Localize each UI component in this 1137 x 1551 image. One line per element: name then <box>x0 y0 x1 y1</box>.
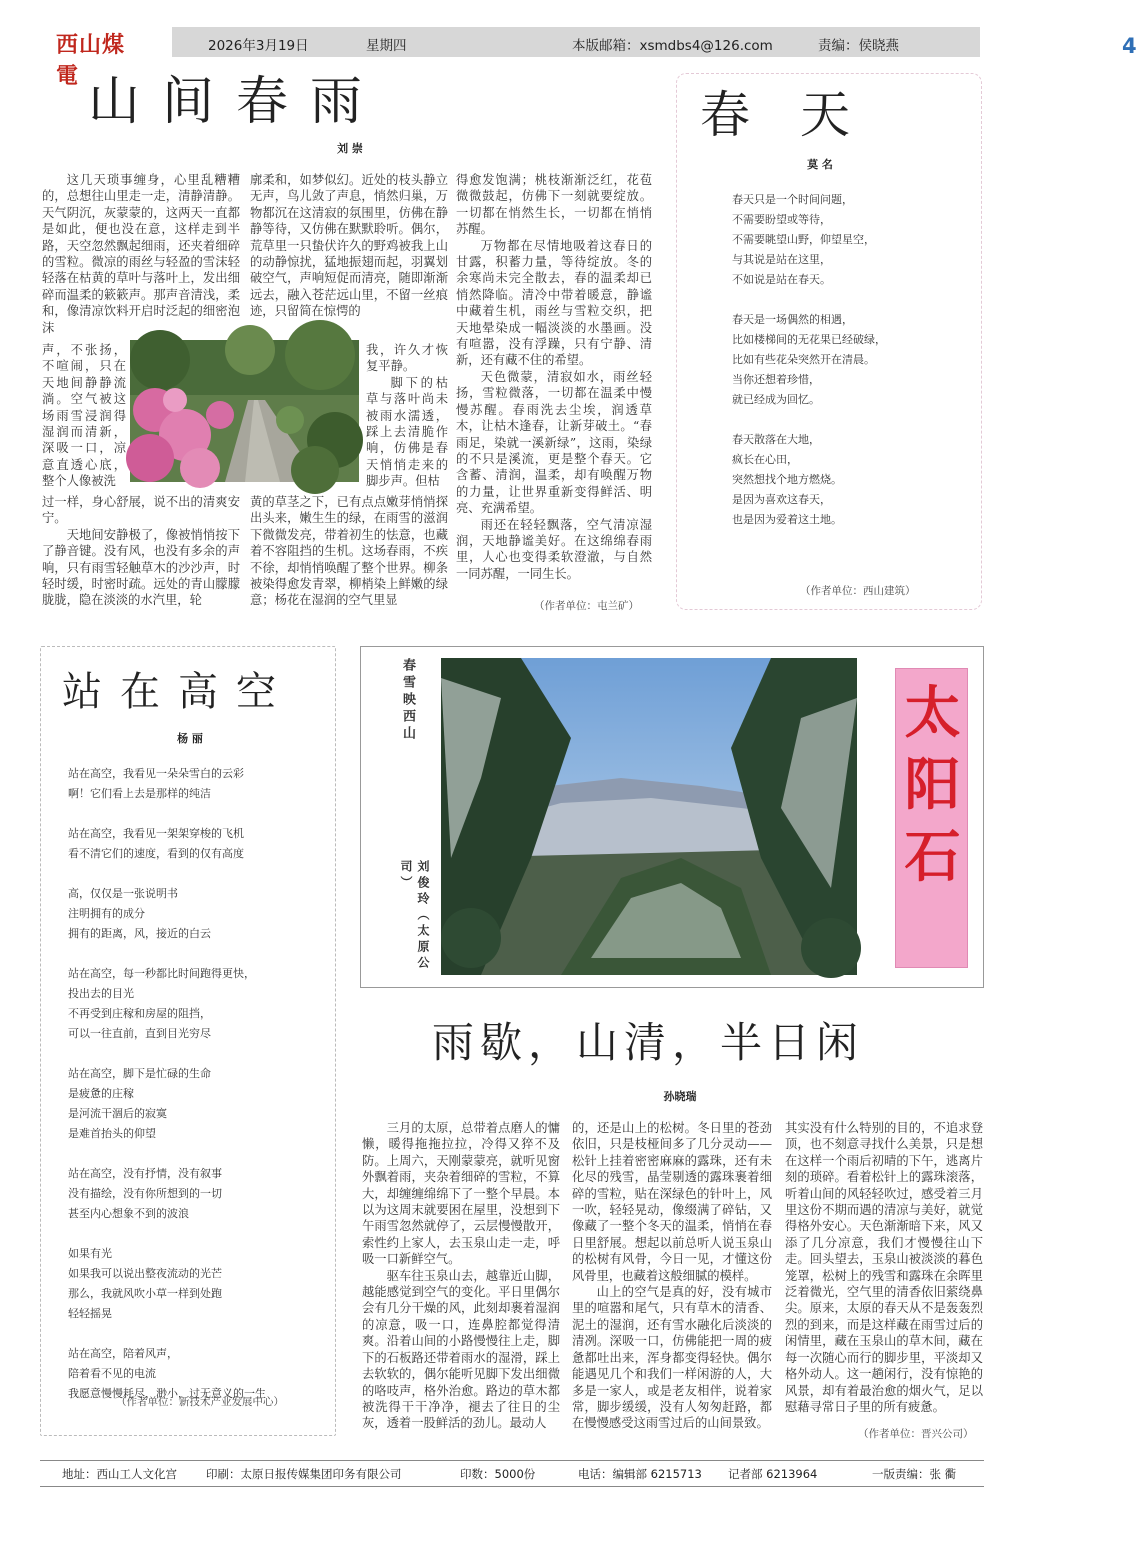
article1-col2 <box>250 172 448 320</box>
poem-line: 不再受到庄稼和房屋的阻挡， <box>68 1007 211 1020</box>
poem-line <box>68 804 330 824</box>
poem-line: 站在高空，陪着风声， <box>68 1347 178 1360</box>
poem-line: 站在高空，脚下是忙碌的生命 <box>68 1067 211 1080</box>
poem-line: 没有描绘，没有你所想到的一切 <box>68 1187 222 1200</box>
article2-col2 <box>572 1120 772 1432</box>
poem-line: 投出去的目光 <box>68 987 134 1000</box>
paragraph: 黄的草茎之下，已有点点嫩芽悄悄探出头来，嫩生生的绿，在雨雪的滋润下微微发亮，带着初生的怯意，也藏着不容阻挡的生机。这场春雨，不疾不徐，却悄悄唤醒了整个世界。柳条被染得愈发青翠，柳梢染上鲜嫩的绿意；杨花在湿润的空气里显 <box>250 495 448 608</box>
poem-spring-author: 莫 名 <box>807 158 833 171</box>
article1-col2-bottom <box>250 494 448 609</box>
paragraph: 雨还在轻轻飘落，空气清凉湿润，天地静谧美好。在这绵绵春雨里，人心也变得柔软澄澈，与自然一同苏醒，一同生长。 <box>456 517 652 581</box>
article2-col3 <box>785 1120 983 1415</box>
poem-line <box>68 944 330 964</box>
article1-col1-bottom <box>42 494 240 609</box>
poem-line: 如果我可以说出整夜流动的光芒 <box>68 1267 222 1280</box>
column-name-char: 阳 <box>904 752 961 818</box>
column-name-char: 太 <box>904 680 961 746</box>
article1-col1 <box>42 172 240 336</box>
column-name-box <box>895 668 968 968</box>
poem-line: 我愿意慢慢耗尽，渺小，过无意义的一生 <box>68 1387 266 1400</box>
header-bar <box>172 27 1137 58</box>
paragraph: 过一样，身心舒展，说不出的清爽安宁。 <box>42 495 240 526</box>
poem-line: 那么，我就风吹小草一样到处跑 <box>68 1287 222 1300</box>
column-name <box>896 677 969 893</box>
article1-col1-wrap <box>42 342 126 490</box>
poem-line: 与其说是站在这里， <box>732 253 831 266</box>
paragraph: 驱车往玉泉山去，越靠近山脚，越能感觉到空气的变化。平日里偶尔会有几分干燥的风，此刻却裹着湿润的凉意，吸一口，连鼻腔都觉得清爽。沿着山间的小路慢慢往上走，脚下的石板路还带着雨水的湿滑，踩上去软软的，偶尔能听见脚下发出细微的咯吱声，格外治愈。路边的草木都被洗得干干净净，褪去了往日的尘灰，透着一股鲜活的劲儿。最动人 <box>362 1268 560 1431</box>
poem-line: 不需要盼望或等待， <box>732 213 831 226</box>
poem-sky-author: 杨 丽 <box>177 732 203 745</box>
footer-rule <box>40 1460 984 1461</box>
footer-rule-bottom <box>40 1486 984 1487</box>
poem-line <box>68 1044 330 1064</box>
paragraph: 廓柔和，如梦似幻。近处的枝头静立无声，鸟儿敛了声息，悄然归巢，万物都沉在这清寂的氛围里，仿佛在静静等待，又仿佛在默默聆听。偶尔，荒草里一只蛰伏许久的野鸡被我上山的动静惊扰，猛地振翅而起，羽翼划破空气，声响短促而清亮，随即渐渐远去，融入苍茫远山里，不留一丝痕迹，只留简在惊愕的 <box>250 173 448 319</box>
paragraph: 声，不张扬，不喧闹，只在天地间静静流淌。空气被这场雨雪浸润得湿润而清新，深吸一口，凉意直透心底，整个人像被洗 <box>42 343 126 489</box>
poem-line: 注明拥有的成分 <box>68 907 145 920</box>
poem-line: 是河流干涸后的寂寞 <box>68 1107 167 1120</box>
page-email: 本版邮箱：xsmdbs4@126.com <box>572 38 773 54</box>
paragraph: 我，许久才恢复平静。 <box>366 343 448 374</box>
article2-author: 孙晓瑞 <box>663 1090 697 1103</box>
poem-line <box>732 410 972 430</box>
paragraph: 这几天琐事缠身，心里乱糟糟的，总想往山里走一走，清静清静。天气阴沉，灰蒙蒙的，这两天一直都是如此，便也没在意，这样走到半路，天空忽然飘起细雨，还夹着细碎的雪粒。微凉的雨丝与轻盈的雪沫轻轻落在枯黄的草叶与落叶上，发出细碎而温柔的簌簌声。那声音清浅，柔和，像清凉饮料开启时泛起的细密泡沫 <box>42 173 240 335</box>
poem-line: 就已经成为回忆。 <box>732 393 820 406</box>
poem-line: 比如有些花朵突然开在清晨。 <box>732 353 875 366</box>
footer-chief-editor: 一版责编：张 衢 <box>872 1467 957 1481</box>
poem-line: 是难首抬头的仰望 <box>68 1127 156 1140</box>
poem-line: 是因为喜欢这春天， <box>732 493 831 506</box>
poem-line: 疯长在心田， <box>732 453 798 466</box>
footer-copies: 印数：5000份 <box>460 1467 536 1481</box>
poem-line: 可以一往直前，直到目光穷尽 <box>68 1027 211 1040</box>
poem-line: 看不清它们的速度，看到的仅有高度 <box>68 847 244 860</box>
poem-spring-title: 春天 <box>700 86 900 144</box>
article1-note: （作者单位：屯兰矿） <box>534 600 639 612</box>
article2-col1 <box>362 1120 560 1432</box>
poem-line <box>68 1324 330 1344</box>
article2-title: 雨歇，山清，半日闲 <box>432 1018 865 1067</box>
footer-phone: 电话：编辑部 6215713 <box>578 1467 702 1481</box>
poem-spring-note: （作者单位：西山建筑） <box>800 585 916 597</box>
garden-path-photo <box>130 340 359 482</box>
issue-weekday: 星期四 <box>366 38 407 54</box>
poem-line: 甚至内心想象不到的波浪 <box>68 1207 189 1220</box>
paragraph: 脚下的枯草与落叶尚未被雨水濡透，踩上去清脆作响，仿佛是春天悄悄走来的脚步声。但枯 <box>366 375 448 489</box>
poem-line: 高，仅仅是一张说明书 <box>68 887 178 900</box>
paragraph: 三月的太原，总带着点磨人的慵懒，暖得拖拖拉拉，冷得又猝不及防。上周六，天刚蒙蒙亮，就听见窗外飘着雨，夹杂着细碎的雪粒，不算大，却缠缠绵绵下了一整个早晨。本以为这周末就要困在屋里，没想到下午雨雪忽然就停了，云层慢慢散开，索性约上家人，去玉泉山走一走，呼吸一口新鲜空气。 <box>362 1121 560 1267</box>
page-number: 4 <box>1122 34 1137 58</box>
poem-line: 当你还想着珍惜， <box>732 373 820 386</box>
poem-sky-lines <box>68 764 330 1404</box>
poem-sky-note: （作者单位：新技术产业发展中心） <box>116 1396 284 1408</box>
poem-line: 站在高空，我看见一架架穿梭的飞机 <box>68 827 244 840</box>
paragraph: 其实没有什么特别的目的，不追求登顶，也不刻意寻找什么美景，只是想在这样一个雨后初晴的下午，逃离片刻的琐碎。看着松针上的露珠滚落，听着山间的风轻轻吹过，感受着三月里这份不期而遇的清凉与美好，就觉得格外安心。天色渐渐暗下来，风又添了几分凉意，我们才慢慢往山下走。回头望去，玉泉山被淡淡的暮色笼罩，松树上的残雪和露珠在余晖里泛着微光，空气里的清香依旧萦绕鼻尖。原来，太原的春天从不是轰轰烈烈的到来，而是这样藏在雨雪过后的闲情里，藏在玉泉山的草木间，藏在每一次随心而行的脚步里，平淡却又格外动人。这一趟闲行，没有惊艳的风景，却有着最治愈的烟火气，足以慰藉寻常日子里的所有疲惫。 <box>785 1121 983 1414</box>
poem-line: 陪着看不见的电流 <box>68 1367 156 1380</box>
photo-caption: 春雪映西山 <box>400 658 415 743</box>
poem-line: 不如说是站在春天。 <box>732 273 831 286</box>
column-name-char: 石 <box>904 824 961 890</box>
poem-spring-lines <box>732 190 972 530</box>
article1-col2-wrap <box>366 342 448 490</box>
snow-mountain-photo <box>441 658 857 975</box>
paragraph: 得愈发饱满；桃枝渐渐泛红，花苞微微鼓起，仿佛下一刻就要绽放。一切都在悄然生长，一切都在悄悄苏醒。 <box>456 173 652 237</box>
paragraph: 天色微蒙，清寂如水，雨丝轻扬，雪粒微落，一切都在温柔中慢慢苏醒。春雨洗去尘埃，润透草木，让枯木逢春，让新芽破土。“春雨足，染就一溪新绿”，这雨，染绿的不只是溪流，更是整个春天。它含蓄、清润，温柔，却有唤醒万物的力量，让世界重新变得鲜活、明亮、充满希望。 <box>456 369 652 516</box>
article2-note: （作者单位：晋兴公司） <box>858 1428 974 1440</box>
paragraph: 天地间安静极了，像被悄悄按下了静音键。没有风，也没有多余的声响，只有雨雪轻触草木的沙沙声，时轻时缓，时密时疏。远处的青山朦朦胧胧，隐在淡淡的水汽里，轮 <box>42 527 240 608</box>
article1-title: 山间春雨 <box>88 72 385 132</box>
poem-line <box>68 1144 330 1164</box>
poem-line: 如果有光 <box>68 1247 112 1260</box>
poem-line: 轻轻摇晃 <box>68 1307 112 1320</box>
poem-line: 春天散落在大地， <box>732 433 820 446</box>
photo-author: 刘俊玲（太原公司） <box>399 860 430 972</box>
poem-line: 突然想找个地方燃烧。 <box>732 473 842 486</box>
poem-line: 啊！它们看上去是那样的纯洁 <box>68 787 211 800</box>
poem-sky-title: 站在高空 <box>62 669 294 715</box>
poem-line: 春天是一场偶然的相遇， <box>732 313 853 326</box>
article1-col3 <box>456 172 652 582</box>
poem-line: 比如楼梯间的无花果已经破绿， <box>732 333 886 346</box>
poem-line: 站在高空，每一秒都比时间跑得更快， <box>68 967 255 980</box>
article1-author: 刘 崇 <box>337 142 363 155</box>
poem-line: 站在高空，没有抒情，没有叙事 <box>68 1167 222 1180</box>
poem-line: 也是因为爱着这土地。 <box>732 513 842 526</box>
masthead-logo: 西山煤電 <box>56 32 126 89</box>
poem-line: 是疲惫的庄稼 <box>68 1087 134 1100</box>
footer-reporter: 记者部 6213964 <box>728 1467 818 1481</box>
paragraph: 山上的空气是真的好，没有城市里的喧嚣和尾气，只有草木的清香、泥土的湿润，还有雪水融化后淡淡的清冽。深吸一口，仿佛能把一周的疲惫都吐出来，浑身都变得轻快。偶尔能遇见几个和我们一样闲游的人，大多是一家人，或是老友相伴，说着家常，脚步缓缓，没有人匆匆赶路，都在慢慢感受这雨雪过后的山间景致。 <box>572 1285 772 1431</box>
poem-line: 不需要眺望山野，仰望星空， <box>732 233 875 246</box>
page-editor: 责编：侯晓燕 <box>818 38 899 54</box>
poem-line: 春天只是一个时间问题， <box>732 193 853 206</box>
poem-line <box>732 290 972 310</box>
paragraph: 万物都在尽情地吸着这春日的甘露，积蓄力量，等待绽放。冬的余寒尚未完全散去，春的温柔却已悄然降临。清冷中带着暖意，静谧中藏着生机，雨丝与雪粒交织，把天地晕染成一幅淡淡的水墨画。没有喧嚣，没有浮躁，只有宁静、清新，还有藏不住的希望。 <box>456 238 652 368</box>
footer-address: 地址：西山工人文化宫 <box>62 1467 177 1481</box>
poem-line <box>68 864 330 884</box>
poem-line <box>68 1224 330 1244</box>
poem-line: 拥有的距离，风，接近的白云 <box>68 927 211 940</box>
issue-date: 2026年3月19日 <box>208 38 309 54</box>
poem-line: 站在高空，我看见一朵朵雪白的云彩 <box>68 767 244 780</box>
footer-printer: 印刷：太原日报传媒集团印务有限公司 <box>206 1467 402 1481</box>
paragraph: 的，还是山上的松树。冬日里的苍劲依旧，只是枝桠间多了几分灵动——松针上挂着密密麻麻的露珠，还有未化尽的残雪，晶莹剔透的露珠裹着细碎的雪粒，贴在深绿色的针叶上，风一吹，轻轻晃动，像缀满了碎钻，又像藏了一整个冬天的温柔，悄悄在春日里舒展。想起以前总听人说玉泉山的松树有风骨，今日一见，才懂这份风骨里，也藏着这般细腻的模样。 <box>572 1121 772 1283</box>
